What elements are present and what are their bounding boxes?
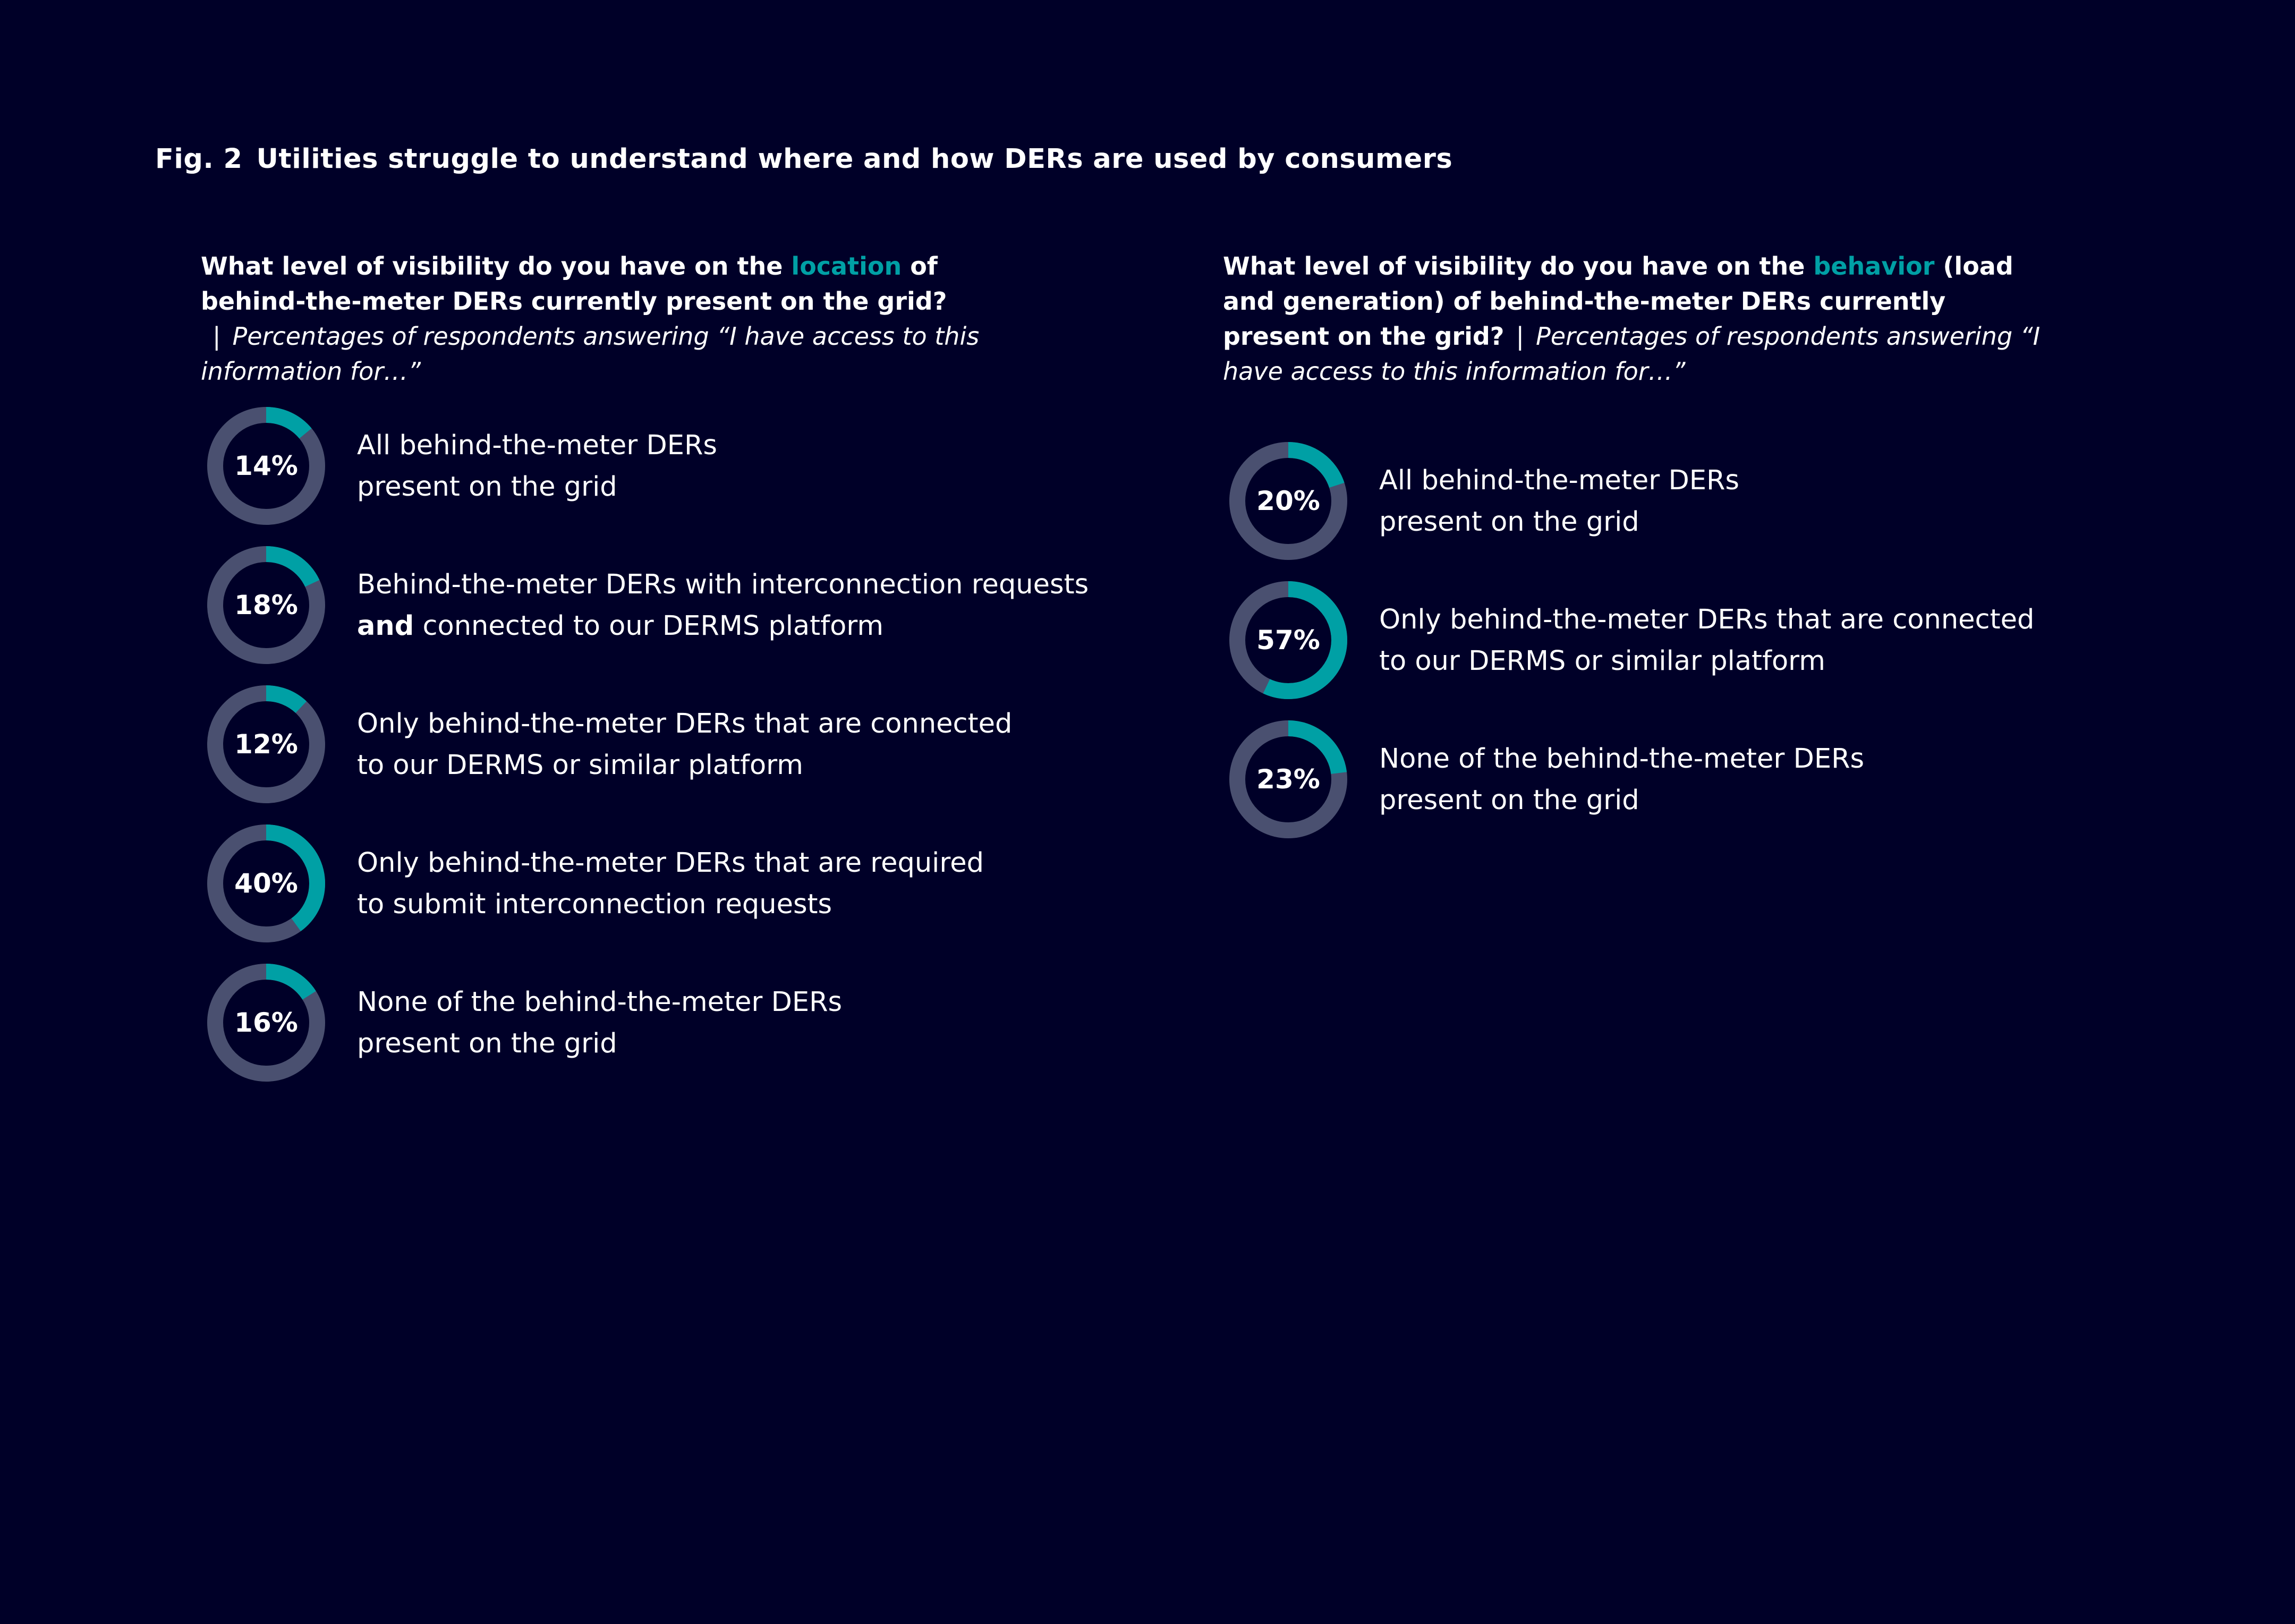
donut-label-text: None of the behind-the-meter DERs present on the grid xyxy=(357,987,843,1059)
question-note: Percentages of respondents answering “I have access to this information for…” xyxy=(201,322,980,386)
donut-row xyxy=(201,963,1051,1102)
question-suffix: (load and generation) of behind-the-meter DERs currently present on the grid? xyxy=(1223,252,2013,351)
donut-chart xyxy=(206,963,326,1083)
donut-label-text: None of the behind-the-meter DERs present on the grid xyxy=(1379,743,1865,816)
question-separator: | xyxy=(1516,322,1524,351)
donut-row xyxy=(1223,719,2084,858)
question-prefix: What level of visibility do you have on the xyxy=(201,252,792,280)
donut-row xyxy=(201,684,1051,823)
donut-percentage: 18% xyxy=(234,590,298,620)
donut-percentage: 16% xyxy=(234,1007,298,1038)
question-highlight: location xyxy=(791,252,902,280)
donut-chart xyxy=(206,406,326,526)
donut-percentage: 20% xyxy=(1256,486,1320,516)
panel-behavior xyxy=(1223,249,2084,816)
donut-label-text: All behind-the-meter DERs present on the grid xyxy=(357,430,717,503)
donut-chart xyxy=(206,684,326,804)
panel-location xyxy=(201,249,1089,1059)
donut-label xyxy=(1379,599,2123,682)
donut-chart xyxy=(1228,441,1348,561)
donut-chart xyxy=(206,545,326,665)
figure-title-text: Utilities struggle to understand where and how DERs are used by consumers xyxy=(256,143,1453,175)
donut-label xyxy=(357,843,1101,925)
donut-label-text: Behind-the-meter DERs with interconnection requests xyxy=(357,569,1089,600)
donut-chart xyxy=(1228,719,1348,839)
donut-row xyxy=(1223,441,2084,580)
donut-row xyxy=(201,823,1051,963)
question-location xyxy=(201,249,1030,389)
question-behavior xyxy=(1223,249,2041,389)
donut-list xyxy=(201,406,1089,1102)
figure-label: Fig. 2 xyxy=(155,143,243,175)
donut-percentage: 23% xyxy=(1256,764,1320,795)
donut-label-text: All behind-the-meter DERs present on the grid xyxy=(1379,465,1739,538)
question-note: Percentages of respondents answering “I have access to this information for…” xyxy=(1223,322,2041,386)
donut-chart xyxy=(1228,580,1348,700)
donut-row xyxy=(201,545,1089,684)
donut-label-emphasis: and xyxy=(357,610,414,642)
donut-percentage: 14% xyxy=(234,450,298,481)
donut-label-text-after: connected to our DERMS platform xyxy=(414,610,884,642)
donut-label xyxy=(357,982,1101,1065)
donut-label xyxy=(357,425,1101,508)
figure-title xyxy=(155,143,1452,175)
donut-label xyxy=(1379,460,2123,543)
donut-percentage: 40% xyxy=(234,868,298,899)
donut-label-text: Only behind-the-meter DERs that are required to submit interconnection requests xyxy=(357,847,984,920)
donut-label-text: Only behind-the-meter DERs that are connected to our DERMS or similar platform xyxy=(357,708,1013,781)
donut-chart xyxy=(206,823,326,943)
donut-percentage: 57% xyxy=(1256,625,1320,656)
donut-label xyxy=(357,703,1101,786)
donut-row xyxy=(201,406,1051,545)
question-highlight: behavior xyxy=(1813,252,1935,280)
question-suffix: of behind-the-meter DERs currently present on the grid? xyxy=(201,252,947,316)
donut-label xyxy=(1379,738,2123,821)
question-prefix: What level of visibility do you have on the xyxy=(1223,252,1814,280)
donut-label xyxy=(357,564,1101,647)
question-separator: | xyxy=(212,322,221,351)
donut-label-text: Only behind-the-meter DERs that are connected to our DERMS or similar platform xyxy=(1379,604,2035,677)
donut-row xyxy=(1223,580,2084,719)
donut-list xyxy=(1223,441,2084,858)
donut-percentage: 12% xyxy=(234,729,298,760)
